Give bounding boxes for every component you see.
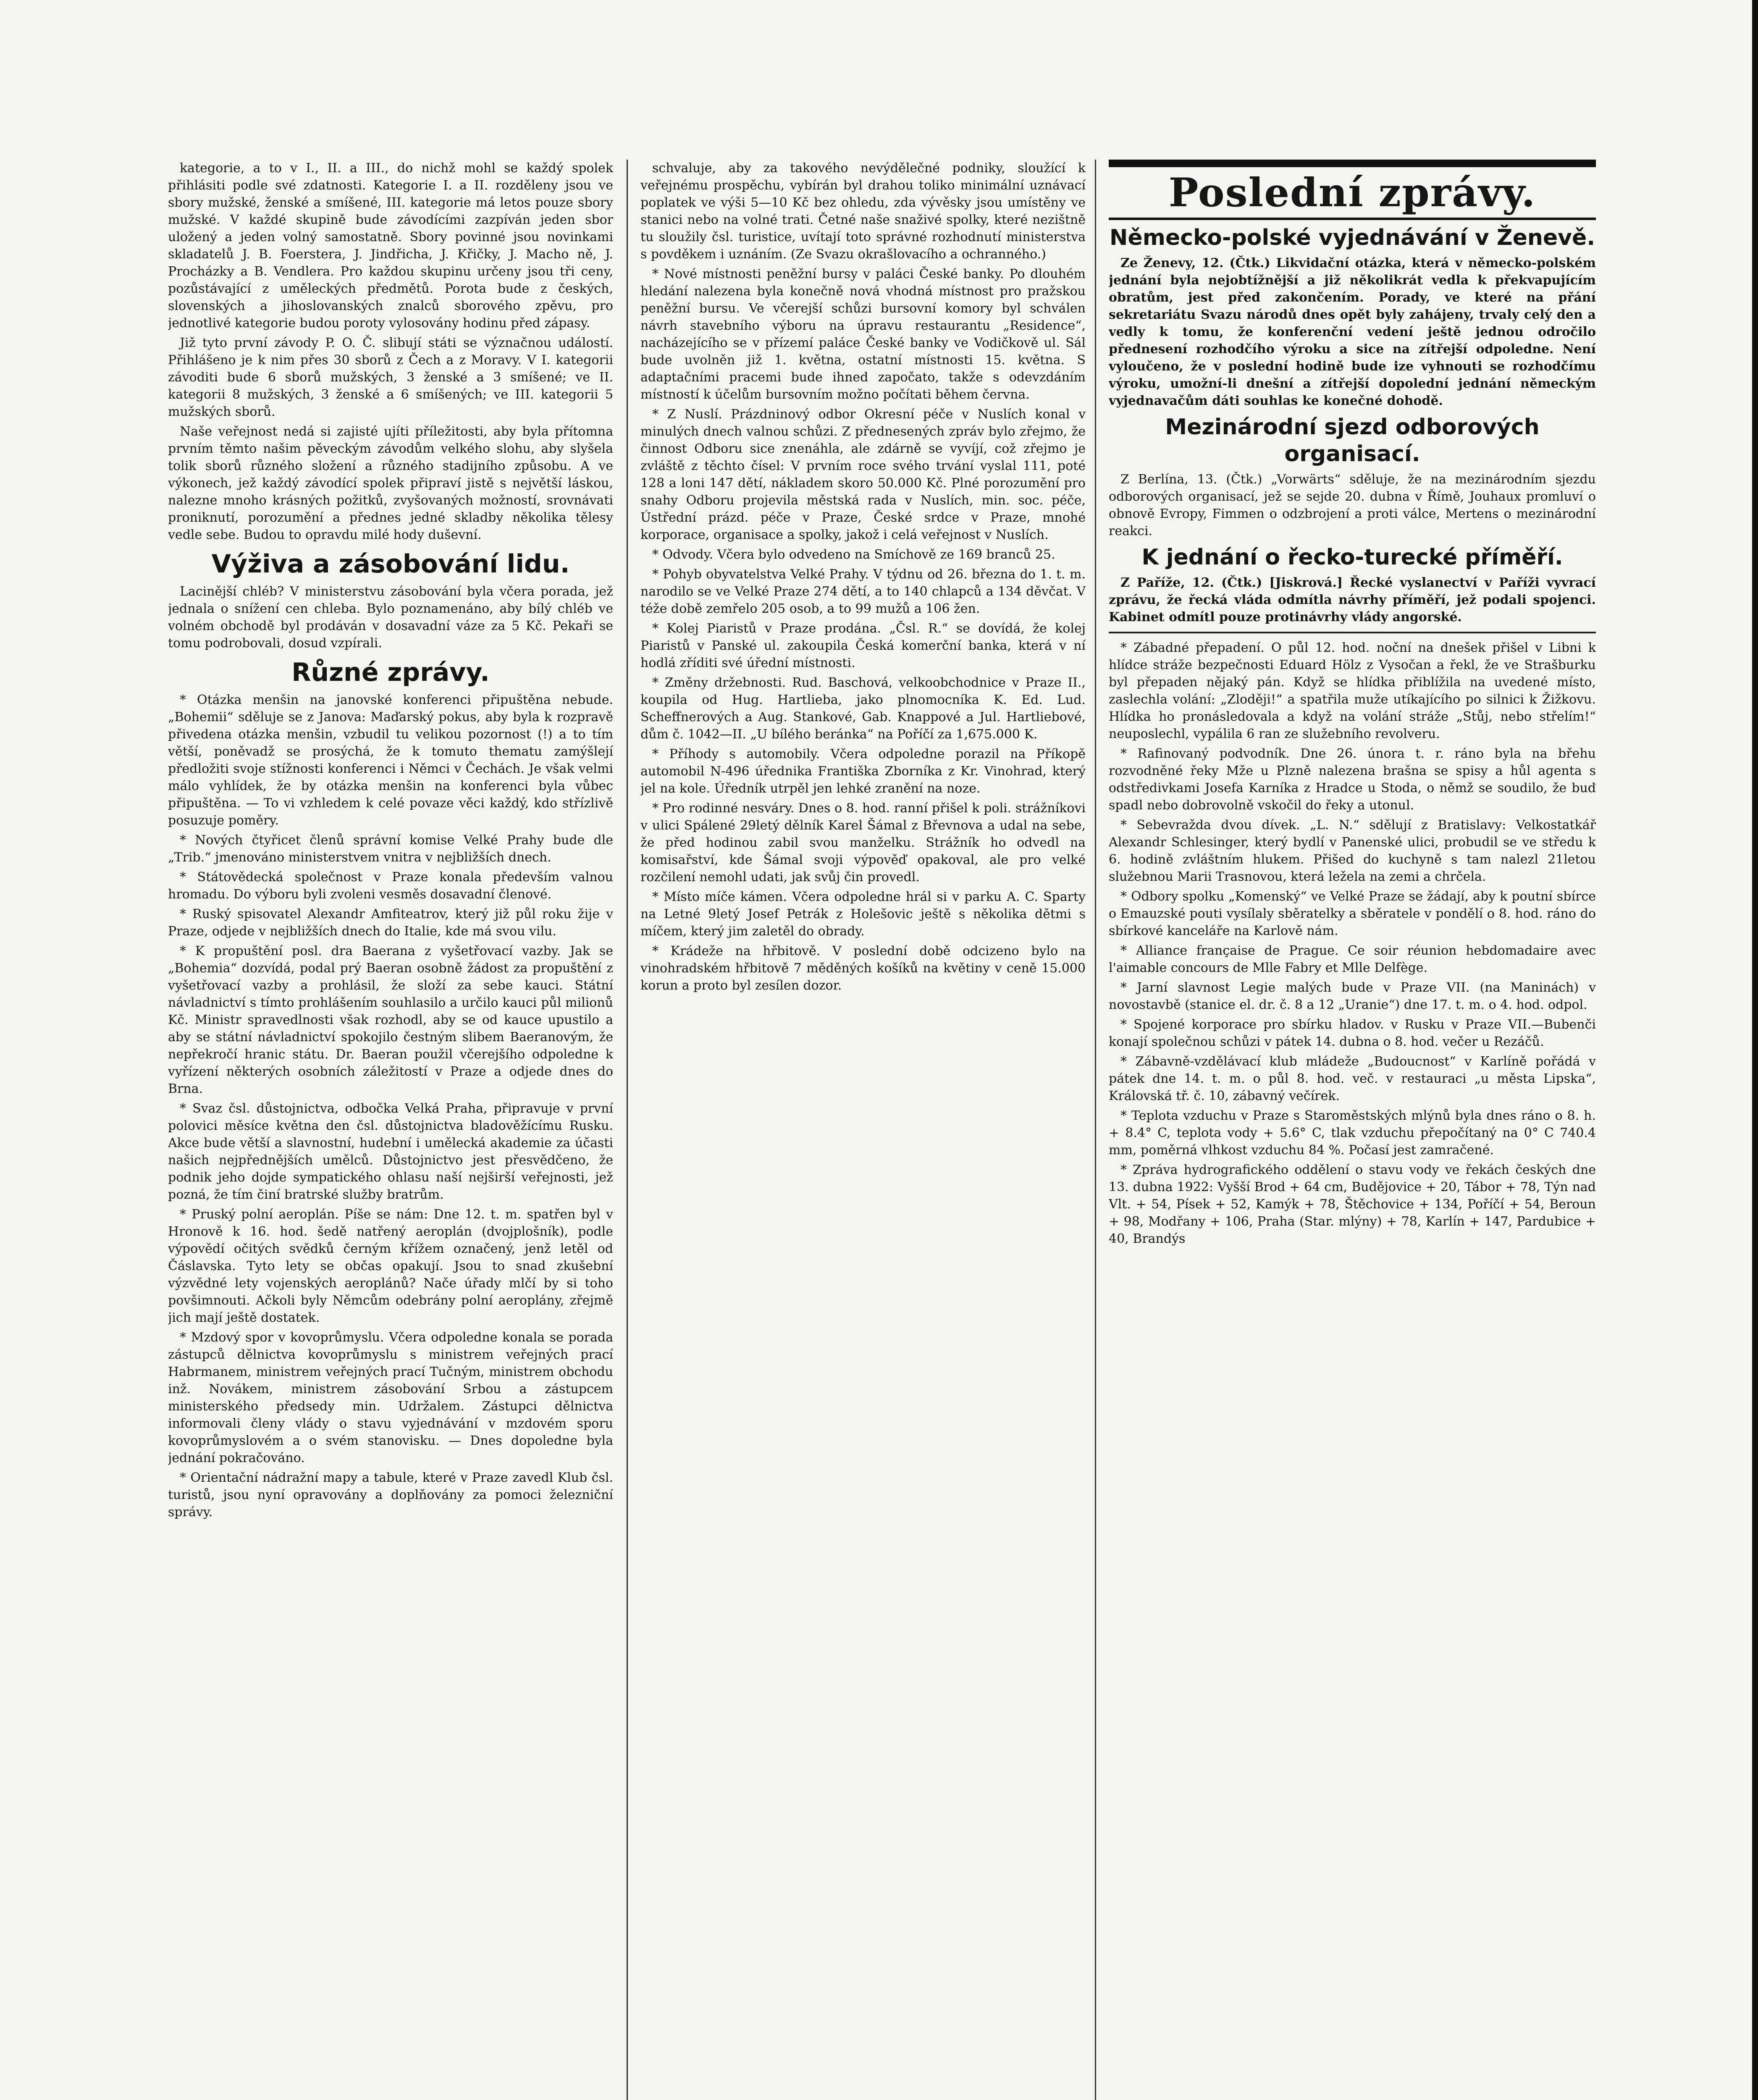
news-item: * Mzdový spor v kovoprůmyslu. Včera odpoledne konala se porada zástupců dělnictva kovoprůmyslu s ministrem veřejných prací Habrmanem, ministrem veřejných prací Tučným, ministrem obchodu inž. Novákem, ministrem zásobování Srbou a zástupcem ministerského předsedy min. Udržalem. Zástupci dělnictva informovali členy vlády o stavu vyjednávání v mzdovém sporu kovoprůmyslovém a o svém stanovisku. — Dnes dopoledne byla jednání pokračováno. xyxy=(168,1330,613,1465)
news-item: * Otázka menšin na janovské konferenci připuštěna nebude. „Bohemii“ sděluje se z Janova: Maďarský pokus, aby byla k rozpravě přivedena otázka menšin, vzbudil tu velikou pozornost (!) a to tím větší, poněvadž se prosýchá, že k tomuto thematu zamýšlejí předložiti svoje stížnosti konferenci i Němci v Čechách. Je však velmi málo vyhlídek, že by otázka menšin na konferenci byla vůbec připuštěna. — To vi vzhledem k celé povaze věci každý, kdo střízlivě posuzuje poměry. xyxy=(168,693,613,828)
news-item: * Změny držebnosti. Rud. Baschová, velkoobchodnice v Praze II., koupila od Hug. Hartlieba, jako plnomocníka K. Ed. Lud. Scheffnerových a Aug. Stankové, Gab. Knappové a Jul. Hartliebové, dům č. 1042—II. „U bílého beránka“ na Poříčí za 1,675.000 K. xyxy=(640,675,1086,742)
news-item: * Nové místnosti peněžní bursy v paláci České banky. Po dlouhém hledání nalezena byla konečně nová vhodná místnost pro pražskou peněžní bursu. Ve včerejší schůzi bursovní komory byl schválen návrh stavebního výboru na úpravu restaurantu „Residence“, nacházejícího se v přízemí paláce České banky ve Vodičkově ul. Sál bude uvolněn již 1. května, ostatní místnosti 15. května. S adaptačními pracemi bude ihned započato, takže s odevzdáním místností k účelům bursovním možno počítati během června. xyxy=(640,267,1086,402)
news-item: * Zábadné přepadení. O půl 12. hod. noční na dnešek přišel v Libni k hlídce stráže bezpečnosti Eduard Hölz z Vysočan a řekl, že ve Strašburku byl přepaden nějaký pán. Když se hlídka přiblížila na uvedené místo, zaslechla volání: „Zloději!“ a spatřila muže utíkajícího po silnici k Žižkovu. Hlídka ho pronásledovala a když na volání stráže „Stůj, nebo střelím!“ neuposlechl, vypálila 6 ran ze služebního revolveru. xyxy=(1109,640,1596,741)
news-item: * Odvody. Včera bylo odvedeno na Smíchově ze 169 branců 25. xyxy=(652,547,1055,562)
news-item: * Příhody s automobily. Včera odpoledne porazil na Příkopě automobil N-496 úřednika Františka Zborníka z Kr. Vinohrad, který jel na kole. Úředník utrpěl jen lehké zranění na noze. xyxy=(640,747,1086,796)
article-paragraph: Naše veřejnost nedá si zajisté ujíti příležitosti, aby byla přítomna prvním těmto našim pěveckým závodům velkého slohu, aby slyšela tolik sborů různého složení a různého stadijního způsobu. A ve výkonech, jež každý závodící spolek připraví jistě s největší láskou, nalezne mnoho krásných požitků, zvyšovaných možností, srovnávati proniknutí, porozumění a přednes jedné skladby několika tělesy vedle sebe. Budou to opravdu milé hody duševní. xyxy=(168,424,613,542)
headline-congress: Mezinárodní sjezd odborových organisací. xyxy=(1165,415,1540,467)
section-heading-food: Výživa a zásobování lidu. xyxy=(211,549,570,579)
news-item: * Rafinovaný podvodník. Dne 26. února t. r. ráno byla na břehu rozvodněné řeky Mže u Plzně nalezena brašna se spisy a hůl agenta s odstředivkami Josefa Karníka z Hradce u Stoda, o němž se soudilo, že buď spadl nebo dobrovolně vskočil do řeky a utonul. xyxy=(1109,746,1596,813)
news-item: * Spojené korporace pro sbírku hladov. v Rusku v Praze VII.—Bubenči konají společnou schůzi v pátek 14. dubna o 8. hod. večer u Rezáčů. xyxy=(1109,1017,1596,1049)
article-paragraph: Ze Ženevy, 12. (Čtk.) Likvidační otázka, která v německo-polském jednání byla nejobtížnější a již několikrát vedla k překvapujícím obratům, jest před zakončením. Porady, ve které na přání sekretariátu Svazu národů dnes opět byly zahájeny, trvaly celý den a vedly k tomu, že konferenční vedení ještě jednou odročilo přednesení rozhodčího výroku a sice na zítřejší odpoledne. Není vyloučeno, že v poslední hodině bude ize vyhnouti se rozhodčímu výroku, umožní-li dnešní a zítřejší dopolední jednání německým vyjednavačům dáti souhlas ke konečné dohodě. xyxy=(1109,256,1596,408)
column-3 xyxy=(1109,160,1596,2100)
article-paragraph: Z Berlína, 13. (Čtk.) „Vorwärts“ sděluje, že na mezinárodním sjezdu odborových organisací, jež se sejde 20. dubna v Římě, Jouhaux promluví o obnově Evropy, Fimmen o odzbrojení a proti válce, Mertens o mezinárodní reakci. xyxy=(1109,472,1596,538)
news-item: * Pruský polní aeroplán. Píše se nám: Dne 12. t. m. spatřen byl v Hronově k 16. hod. šedě natřený aeroplán (dvojplošník), podle výpovědí očitých svědků černým křížem označený, jenž letěl od Čáslavska. Tyto lety se občas opakují. Jsou to snad zkušební výzvědné lety vojenských aeroplánů? Nače úřady mlčí by si toho povšimnouti. Ačkoli byly Němcům odebrány polní aeroplány, zřejmě jich mají ještě dostatek. xyxy=(168,1207,613,1325)
news-item: * Orientační nádražní mapy a tabule, které v Praze zavedl Klub čsl. turistů, jsou nyní opravovány a doplňovány za pomoci železniční správy. xyxy=(168,1470,613,1520)
news-item: * Jarní slavnost Legie malých bude v Praze VII. (na Maninách) v novostavbě (stanice el. dr. č. 8 a 12 „Uranie“) dne 17. t. m. o 4. hod. odpol. xyxy=(1109,980,1596,1012)
news-item: * Pro rodinné nesváry. Dnes o 8. hod. ranní přišel k poli. strážníkovi v ulici Spálené 29letý dělník Karel Šámal z Břevnova a udal na sebe, že před hodinou zabil svou manželku. Strážník ho odvedl na komisařství, kde Šámal svoji výpověď opakoval, ale pro velké rozčilení nemohl udati, jak svůj čin provedl. xyxy=(640,801,1086,885)
column-divider xyxy=(627,160,628,2100)
news-item: * Ruský spisovatel Alexandr Amfiteatrov, který již půl roku žije v Praze, odjede v nejbližších dnech do Italie, kde má svou vilu. xyxy=(168,907,613,939)
news-item: * Teplota vzduchu v Praze s Staroměstských mlýnů byla dnes ráno o 8. h. + 8.4° C, teplota vody + 5.6° C, tlak vzduchu přepočítaný na 0° C 740.4 mm, poměrná vlhkost vzduchu 84 %. Počasí jest zamračené. xyxy=(1109,1108,1596,1158)
news-item: * Nových čtyřicet členů správní komise Velké Prahy bude dle „Trib.“ jmenováno ministerstvem vnitra v nejbližších dnech. xyxy=(168,833,613,865)
news-item: schvaluje, aby za takového nevýdělečné podniky, sloužící k veřejnému prospěchu, vybírán byl drahou toliko minimální uznávací poplatek ve výši 5—10 Kč bez ohledu, zda vývěsky jsou umístěny ve stanici nebo na volné trati. Četné naše snaživé spolky, které nezištně tu sloužily čsl. turistice, uvítají toto správné rozhodnutí ministerstva s povděkem i uznáním. (Ze Svazu okrašlovacího a ochranného.) xyxy=(640,161,1086,262)
column-divider xyxy=(1095,160,1096,2100)
news-item: * K propuštění posl. dra Baerana z vyšetřovací vazby. Jak se „Bohemia“ dozvídá, podal prý Baeran osobně žádost za propuštění z vyšetřovací vazby a prohlásil, že složí za sebe kauci. Státní návladnictví s tímto prohlášením souhlasilo a určilo kauci půl milionů Kč. Ministr spravedlnosti však rozhodl, aby se od kauce upustilo a aby se státní návladnictví spokojilo čestným slibem Baeranovým, že nepřekročí hranic státu. Dr. Baeran použil včerejšího odpoledne k vyřízení některých osobních záležitostí v Praze a odjede dnes do Brna. xyxy=(168,944,613,1096)
news-item: * Sebevražda dvou dívek. „L. N.“ sdělují z Bratislavy: Velkostatkář Alexandr Schlesinger, který bydlí v Panenské ulici, probudil se ve středu k 6. hodině zvláštním hlukem. Přišed do kuchyně s tam nalezl 21letou služebnou Marii Trasnovou, která ležela na zemi a chrčela. xyxy=(1109,818,1596,884)
column-1 xyxy=(168,160,613,2100)
news-item: * Státovědecká společnost v Praze konala především valnou hromadu. Do výboru byli zvoleni vesměs dosavadní členové. xyxy=(168,870,613,902)
latest-news-banner: Poslední zprávy. xyxy=(1109,160,1596,220)
headline-armistice: K jednání o řecko-turecké příměří. xyxy=(1141,545,1563,570)
section-separator xyxy=(1109,632,1596,633)
page-edge-border xyxy=(1752,0,1758,2100)
news-item: * Alliance française de Prague. Ce soir réunion hebdomadaire avec l'aimable concours de Mlle Fabry et Mlle Delfège. xyxy=(1109,943,1596,975)
news-item: * Odbory spolku „Komenský“ ve Velké Praze se žádají, aby k poutní sbírce o Emauzské pouti vysílaly sběratelky a sběratele v pondělí o 8. hod. ráno do sbírkové kanceláře na Karlově nám. xyxy=(1109,889,1596,938)
news-item: * Pohyb obyvatelstva Velké Prahy. V týdnu od 26. března do 1. t. m. narodilo se ve Velké Praze 274 dětí, a to 140 chlapců a 134 děvčat. V téže době zemřelo 205 osob, a to 99 mužů a 106 žen. xyxy=(640,567,1086,616)
article-paragraph: Lacinější chléb? V ministerstvu zásobování byla včera porada, jež jednala o snížení cen chleba. Bylo poznamenáno, aby bílý chléb ve volném obchodě byl prodáván v dosavadní váze za 5 Kč. Pekaři se tomu podrobovali, dosud vzpírali. xyxy=(168,584,613,651)
headline-geneva: Německo-polské vyjednávání v Ženevě. xyxy=(1109,225,1595,250)
news-item: * Krádeže na hřbitově. V poslední době odcizeno bylo na vinohradském hřbitově 7 měděných košíků na květiny v ceně 15.000 korun a proto byl zesílen dozor. xyxy=(640,944,1086,993)
news-item: * Zpráva hydrografického oddělení o stavu vody ve řekách českých dne 13. dubna 1922: Vyšší Brod + 64 cm, Budějovice + 20, Tábor + 78, Týn nad Vlt. + 54, Písek + 52, Kamýk + 78, Štěchovice + 134, Poříčí + 54, Beroun + 98, Modřany + 106, Praha (Star. mlýny) + 78, Karlín + 147, Pardubice + 40, Brandýs xyxy=(1109,1163,1596,1246)
news-item: * Zábavně-vzdělávací klub mládeže „Budoucnost“ v Karlíně pořádá v pátek dne 14. t. m. o půl 8. hod. več. v restauraci „u města Lipska“, Královská tř. č. 10, zábavný večírek. xyxy=(1109,1054,1596,1103)
article-paragraph: kategorie, a to v I., II. a III., do nichž mohl se každý spolek přihlásiti podle své zdatnosti. Kategorie I. a II. rozděleny jsou ve sbory mužské, ženské a smíšené, III. kategorie má letos pouze sbory mužské. V každé skupině bude závodícími zazpíván jeden sbor uložený a jeden volný samostatně. Sbory povinné jsou novinkami skladatelů J. B. Foerstera, J. Jindřicha, J. Křičky, J. Macho ně, J. Procházky a B. Vendlera. Pro každou skupinu určeny jsou tři ceny, pozůstávající z uměleckých předmětů. Porota bude z českých, slovenských a jihoslovanských znalců sborového zpěvu, pro jednotlivé kategorie budou poroty vylosovány hodinu před zápasy. xyxy=(168,161,613,331)
news-item: * Z Nuslí. Prázdninový odbor Okresní péče v Nuslích konal v minulých dnech valnou schůzi. Z přednesených zpráv bylo zřejmo, že činnost Odboru sice znenáhla, ale zdárně se vyvíjí, což zřejmo je zvláště z těchto čísel: V prvním roce svého trvání vyslal 111, poté 128 a loni 147 dětí, nákladem skoro 50.000 Kč. Plné porozumění pro snahy Odboru projevila městská rada v Nuslích, min. soc. péče, Ústřední prázd. péče v Praze, České srdce v Praze, mnohé korporace, organisace a spolky, jakož i celá veřejnost v Nuslích. xyxy=(640,407,1086,542)
news-item: * Svaz čsl. důstojnictva, odbočka Velká Praha, připravuje v první polovici měsíce května den čsl. důstojnictva bladověžícímu Rusku. Akce bude větší a slavnostní, hudební i umělecká akademie za účasti našich nejpřednějších umělců. Důstojnictvo jest přesvědčeno, že podnik jeho dojde sympatického ohlasu naší nejširší veřejnosti, jež pozná, že tím činí bratrské služby bratrům. xyxy=(168,1101,613,1202)
news-item: * Kolej Piaristů v Praze prodána. „Čsl. R.“ se dovídá, že kolej Piaristů v Panské ul. zakoupila Česká komerční banka, která v ní hodlá zříditi své úřední místnosti. xyxy=(640,621,1086,670)
section-heading-news: Různé zprávy. xyxy=(291,658,490,687)
news-item: * Místo míče kámen. Včera odpoledne hrál si v parku A. C. Sparty na Letné 9letý Josef Petrák z Holešovic ještě s několika dětmi s míčem, který jim zaletěl do obrady. xyxy=(640,890,1086,939)
article-paragraph: Již tyto první závody P. O. Č. slibují státi se význačnou událostí. Přihlášeno je k nim přes 30 sborů z Čech a z Moravy. V I. kategorii závoditi bude 6 sborů mužských, 3 ženské a 3 smíšené; ve II. kategorii 8 mužských, 3 ženské a 6 smíšených; ve III. kategorii 5 mužských sborů. xyxy=(168,336,613,419)
column-2 xyxy=(640,160,1086,2100)
article-paragraph: Z Paříže, 12. (Čtk.) [Jiskrová.] Řecké vyslanectví v Paříži vyvrací zprávu, že řecká vláda odmítla návrhy příměří, jež podali spojenci. Kabinet odmítl pouze protinávrhy vlády angorské. xyxy=(1109,575,1596,625)
